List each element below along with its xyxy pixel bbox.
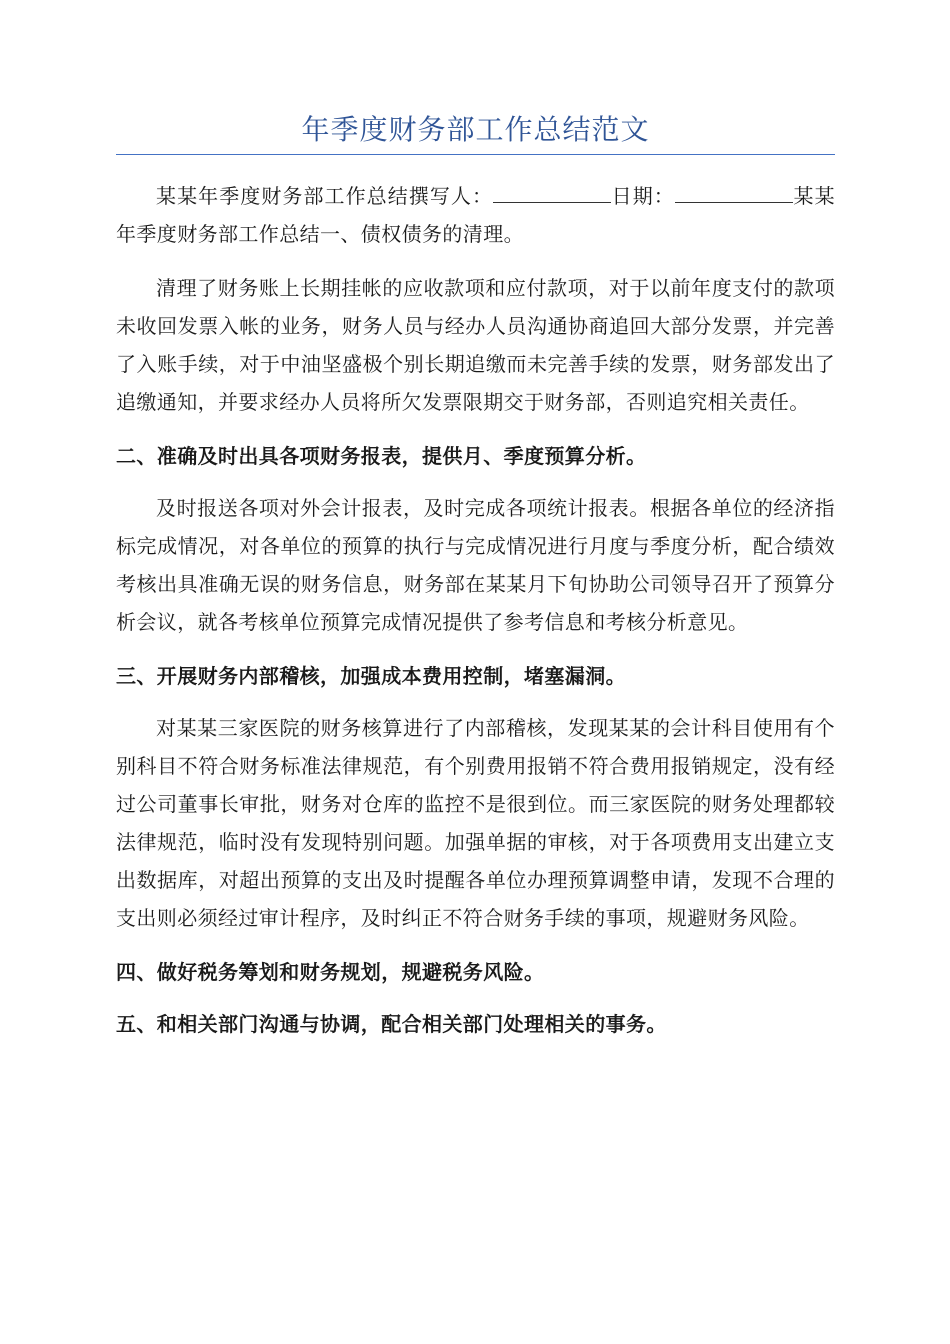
document-page <box>116 110 835 1057</box>
section-1-body: 清理了财务账上长期挂帐的应收款项和应付款项，对于以前年度支付的款项未收回发票入帐的业务，财务人员与经办人员沟通协商追回大部分发票，并完善了入账手续，对于中油坚盛极个别长期追缴而未完善手续的发票，财务部发出了追缴通知，并要求经办人员将所欠发票限期交于财务部，否则追究相关责任。 <box>116 276 835 414</box>
section-2-heading: 二、准确及时出具各项财务报表，提供月、季度预算分析。 <box>116 444 647 468</box>
document-title: 年季度财务部工作总结范文 <box>116 110 835 155</box>
author-blank <box>493 180 611 203</box>
section-4-heading: 四、做好税务筹划和财务规划，规避税务风险。 <box>116 960 545 984</box>
date-label: 日期： <box>611 184 675 208</box>
intro-paragraph <box>116 177 835 253</box>
date-blank <box>675 180 793 203</box>
author-label: 某某年季度财务部工作总结撰写人： <box>156 184 494 208</box>
section-5-heading: 五、和相关部门沟通与协调，配合相关部门处理相关的事务。 <box>116 1012 667 1036</box>
section-3-body: 对某某三家医院的财务核算进行了内部稽核，发现某某的会计科目使用有个别科目不符合财务标准法律规范，有个别费用报销不符合费用报销规定，没有经过公司董事长审批，财务对仓库的监控不是很到位。而三家医院的财务处理都较法律规范，临时没有发现特别问题。加强单据的审核，对于各项费用支出建立支出数据库，对超出预算的支出及时提醒各单位办理预算调整申请，发现不合理的支出则必须经过审计程序，及时纠正不符合财务手续的事项，规避财务风险。 <box>116 716 835 930</box>
intro-continuation: 某某年季度财务部工作总结一、债权债务的清理。 <box>116 184 836 246</box>
section-2-body: 及时报送各项对外会计报表，及时完成各项统计报表。根据各单位的经济指标完成情况，对各单位的预算的执行与完成情况进行月度与季度分析，配合绩效考核出具准确无误的财务信息，财务部在某某月下旬协助公司领导召开了预算分析会议，就各考核单位预算完成情况提供了参考信息和考核分析意见。 <box>116 496 835 634</box>
section-3-heading: 三、开展财务内部稽核，加强成本费用控制，堵塞漏洞。 <box>116 664 626 688</box>
